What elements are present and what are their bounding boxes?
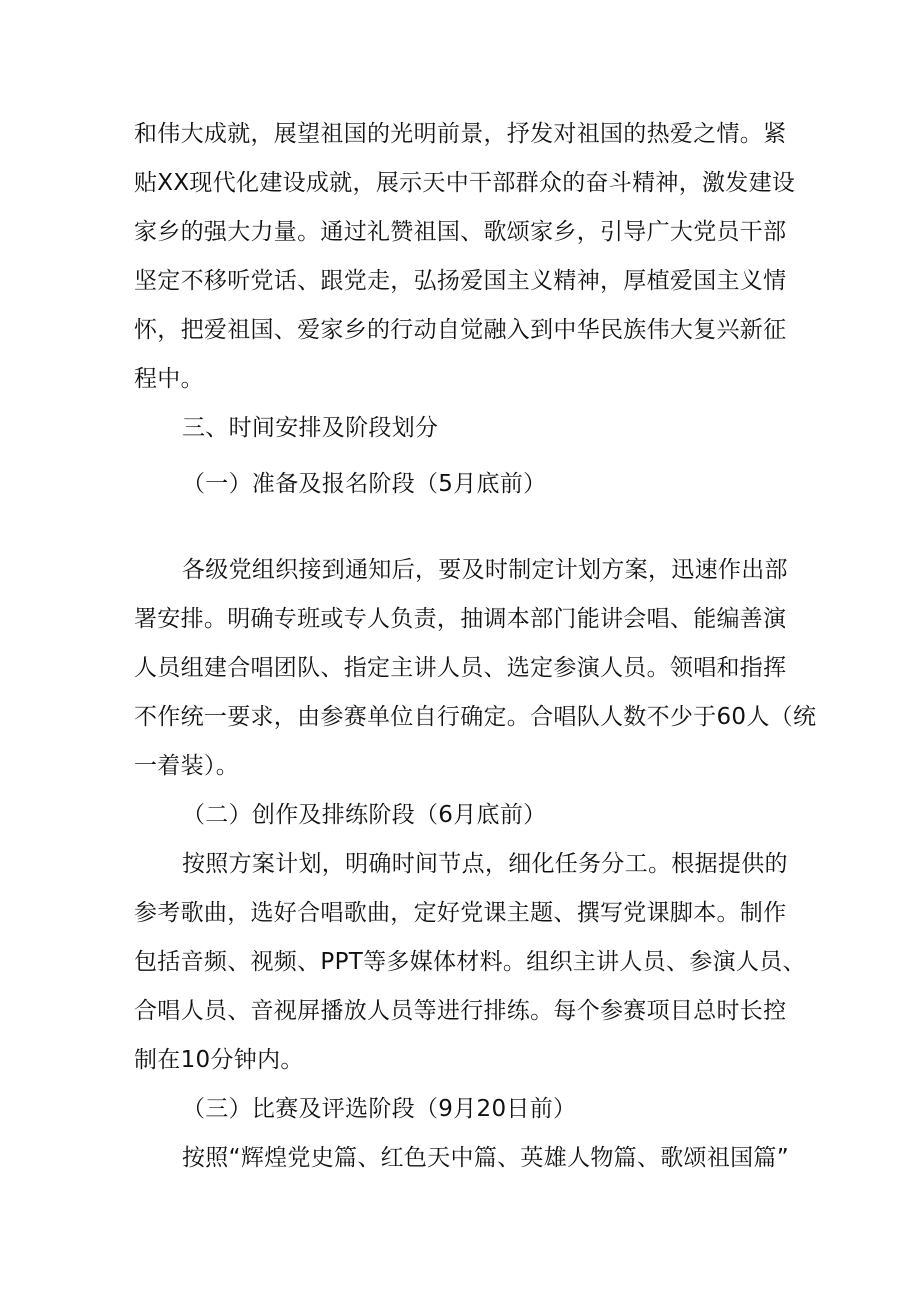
subsection-heading: （一）准备及报名阶段（5月底前） [182,471,547,497]
subsection-heading: （三）比赛及评选阶段（9月20日前） [182,1096,577,1122]
paragraph-line: 人员组建合唱团队、指定主讲人员、选定参演人员。领唱和指挥 [134,655,787,681]
paragraph-line: 各级党组织接到通知后，要及时制定计划方案，迅速作出部 [182,557,788,583]
paragraph-line: 程中。 [134,366,204,392]
paragraph-line: 制在10分钟内。 [134,1047,304,1073]
paragraph-line: 贴XX现代化建设成就，展示天中干部群众的奋斗精神，激发建设 [134,170,796,196]
section-heading: 三、时间安排及阶段划分 [182,415,439,441]
paragraph-line: 包括音频、视频、PPT等多媒体材料。组织主讲人员、参演人员、 [134,949,806,975]
paragraph-line: 按照方案计划，明确时间节点，细化任务分工。根据提供的 [182,851,788,877]
paragraph-line: 署安排。明确专班或专人负责，抽调本部门能讲会唱、能编善演 [134,606,787,632]
paragraph-line: 合唱人员、音视屏播放人员等进行排练。每个参赛项目总时长控 [134,998,787,1024]
paragraph-line: 坚定不移听党话、跟党走，弘扬爱国主义精神，厚植爱国主义情 [134,268,787,294]
subsection-heading: （二）创作及排练阶段（6月底前） [182,802,547,828]
paragraph-line: 怀，把爱祖国、爱家乡的行动自觉融入到中华民族伟大复兴新征 [134,317,787,343]
paragraph-line: 和伟大成就，展望祖国的光明前景，抒发对祖国的热爱之情。紧 [134,121,787,147]
paragraph-line: 不作统一要求，由参赛单位自行确定。合唱队人数不少于60人（统 [134,704,817,730]
paragraph-line: 按照“辉煌党史篇、红色天中篇、英雄人物篇、歌颂祖国篇” [182,1145,789,1171]
paragraph-line: 一着装）。 [134,753,239,779]
paragraph-line: 参考歌曲，选好合唱歌曲，定好党课主题、撰写党课脚本。制作 [134,900,787,926]
paragraph-line: 家乡的强大力量。通过礼赞祖国、歌颂家乡，引导广大党员干部 [134,219,787,245]
